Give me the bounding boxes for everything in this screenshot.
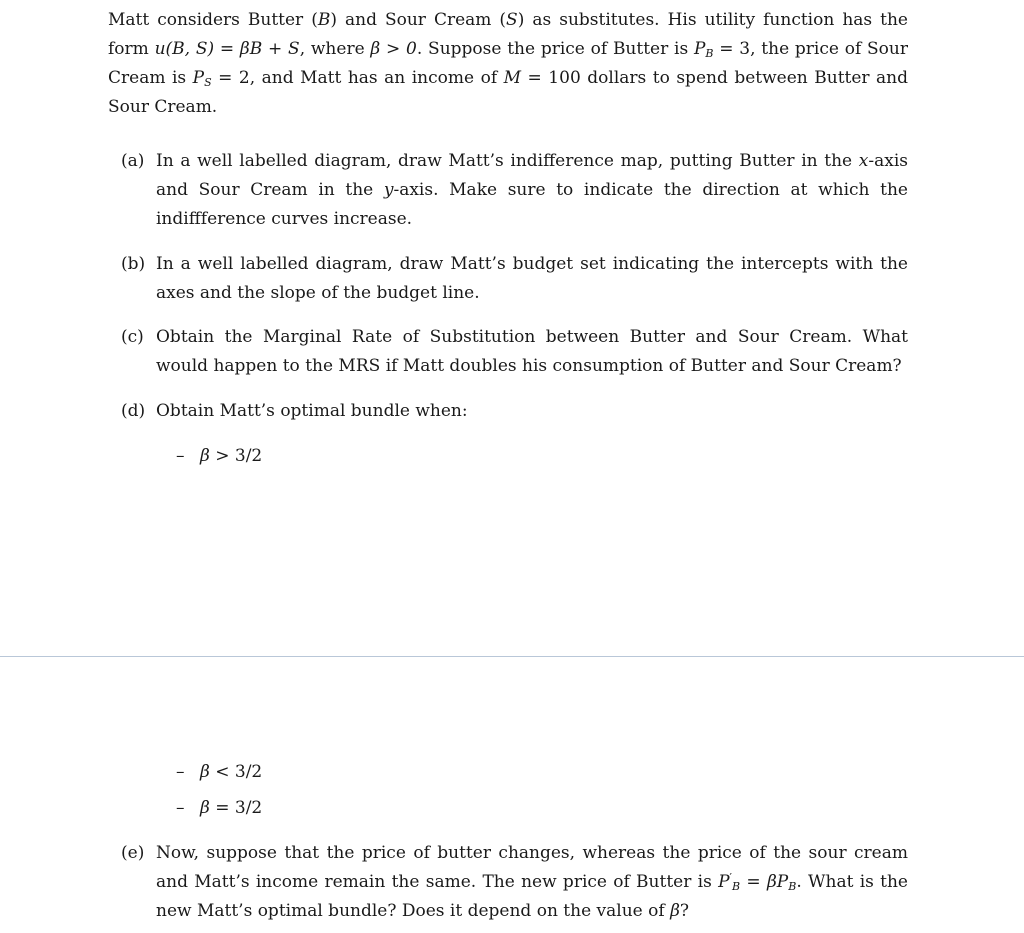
utility-lhs: u(B, S): [154, 39, 215, 59]
equals-sign: =: [214, 39, 240, 59]
price-butter-subscript: B: [705, 47, 714, 60]
list-dash: –: [176, 798, 185, 818]
utility-rhs: βB + S: [239, 39, 300, 59]
intro-text: , and Matt has an income of: [249, 68, 504, 88]
question-b: [121, 250, 908, 308]
new-price-symbol: P: [718, 872, 730, 892]
price-butter-value: = 3: [713, 39, 751, 59]
case-beta-less: [176, 758, 262, 787]
question-b-text: In a well labelled diagram, draw Matt’s budget set indicating the intercepts with the axes and the slope of the budget line.: [156, 254, 908, 303]
question-d-text: Obtain Matt’s optimal bundle when:: [156, 401, 468, 421]
var-b: B: [317, 10, 331, 30]
page-divider: [0, 656, 1024, 657]
question-e-text-part: ?: [679, 901, 690, 921]
question-c-text: Obtain the Marginal Rate of Substitution between Butter and Sour Cream. What would happen to the MRS if Matt doubles his consumption of Butter and Sour Cream?: [156, 327, 908, 376]
beta-symbol: β: [670, 901, 680, 921]
list-dash: –: [176, 446, 185, 466]
question-d-label: (d): [121, 401, 146, 421]
new-price-rhs: βP: [766, 872, 789, 892]
intro-text: dollars to spend between Butter and Sour Cream.: [108, 68, 909, 117]
new-price-subscript: B: [732, 880, 741, 893]
price-sour-cream-subscript: S: [204, 76, 212, 89]
intro-text: , where: [299, 39, 371, 59]
question-e-text: [156, 839, 908, 926]
beta-symbol: β: [200, 798, 210, 818]
case-beta-equal: [176, 794, 262, 823]
var-s: S: [506, 10, 518, 30]
y-axis-var: y: [383, 180, 394, 200]
question-a-label: (a): [121, 151, 145, 171]
intro-paragraph: [108, 6, 908, 122]
question-d: [121, 397, 908, 426]
list-dash: –: [176, 762, 185, 782]
case-beta-greater: [176, 442, 262, 471]
intro-text: ) as substitutes. His utility function has the form: [108, 10, 908, 59]
income-symbol: M: [503, 68, 522, 88]
question-a-text: [156, 147, 908, 234]
case-relation: < 3/2: [209, 762, 263, 782]
intro-text: . Suppose the price of Butter is: [416, 39, 694, 59]
beta-symbol: β: [200, 446, 210, 466]
beta-condition: β > 0: [370, 39, 417, 59]
case-relation: = 3/2: [209, 798, 263, 818]
question-c: [121, 323, 908, 381]
question-a: [121, 147, 908, 234]
question-e-label: (e): [121, 843, 145, 863]
equals-sign: =: [740, 872, 767, 892]
case-relation: > 3/2: [209, 446, 263, 466]
question-e: [121, 839, 908, 926]
question-b-label: (b): [121, 254, 146, 274]
new-price-rhs-subscript: B: [788, 880, 797, 893]
question-a-text-part: -axis and Sour Cream in the: [156, 151, 908, 200]
intro-text: ) and Sour Cream (: [330, 10, 507, 30]
question-e-text-part: Now, suppose that the price of butter changes, whereas the price of the sour cream and Matt’s income remain the same. The new price of Butter is: [156, 843, 908, 892]
intro-text: Matt considers Butter (: [108, 10, 318, 30]
income-value: = 100: [521, 68, 581, 88]
question-c-label: (c): [121, 327, 144, 347]
prime-mark: ′: [729, 871, 733, 884]
price-sour-cream-symbol: P: [192, 68, 205, 88]
intro-text: , the price of Sour Cream is: [108, 39, 908, 88]
x-axis-var: x: [858, 151, 869, 171]
question-a-text-part: In a well labelled diagram, draw Matt’s indifference map, putting Butter in the: [156, 151, 859, 171]
price-sour-cream-value: = 2: [211, 68, 250, 88]
beta-symbol: β: [200, 762, 210, 782]
question-e-text-part: . What is the new Matt’s optimal bundle? Does it depend on the value of: [156, 872, 908, 921]
question-a-text-part: -axis. Make sure to indicate the direction at which the indiffference curves increase.: [156, 180, 908, 229]
price-butter-symbol: P: [693, 39, 706, 59]
